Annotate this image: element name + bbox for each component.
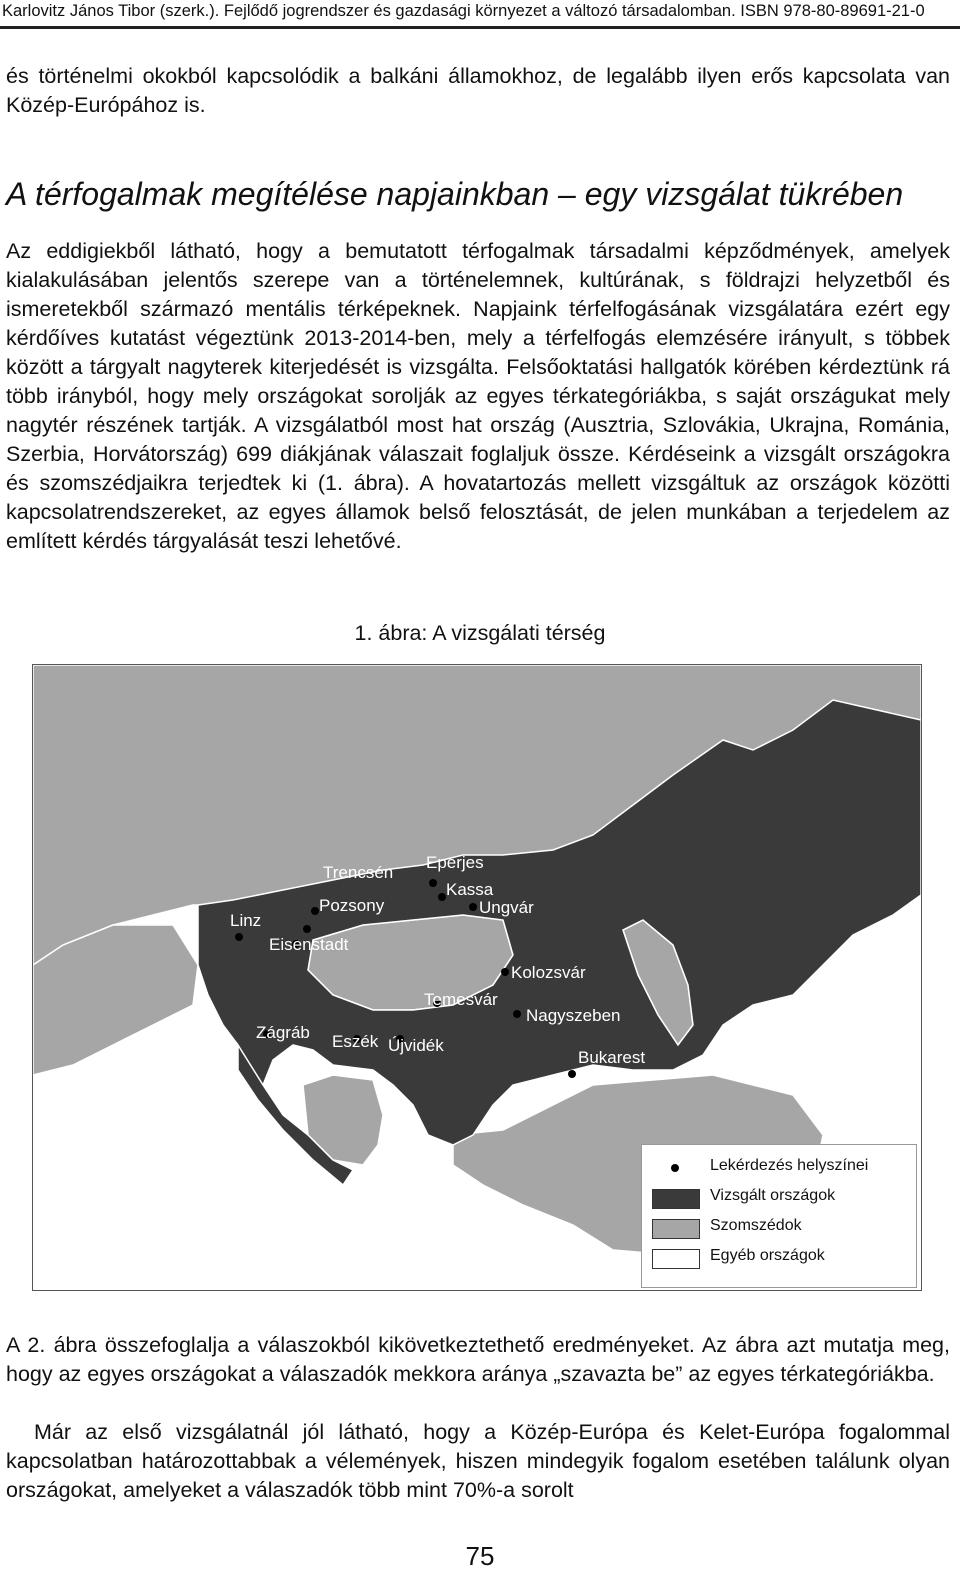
legend-label-survey-sites: Lekérdezés helyszínei xyxy=(710,1157,869,1174)
section-heading: A térfogalmak megítélése napjainkban – egy vizsgálat tükrében xyxy=(6,176,904,212)
legend-label-other: Egyéb országok xyxy=(710,1247,825,1264)
city-label-ujvidek: Újvidék xyxy=(388,1036,444,1055)
legend-label-studied: Vizsgált országok xyxy=(710,1187,836,1204)
paragraph-after-figure-1: A 2. ábra összefoglalja a válaszokból kikövetkeztethető eredményeket. Az ábra azt mutatja meg, hogy az egyes országokat a válaszadók mekkora aránya „szavazta be” az egyes térkategóriákba. xyxy=(6,1333,950,1386)
figure-caption: 1. ábra: A vizsgálati térség xyxy=(354,621,606,645)
legend-row-other xyxy=(652,1245,912,1271)
city-label-ungvar: Ungvár xyxy=(479,898,534,917)
intro-paragraph: és történelmi okokból kapcsolódik a balkáni államokhoz, de legalább ilyen erős kapcsolata van Közép-Európához is. xyxy=(6,64,950,117)
city-label-eperjes: Eperjes xyxy=(426,853,484,872)
city-dot-bukarest xyxy=(568,1070,576,1078)
legend-row-neighbors xyxy=(652,1215,912,1241)
legend-swatch-neighbors xyxy=(652,1219,700,1239)
city-dot-nagyszeben xyxy=(513,1010,521,1018)
legend-row-survey-sites xyxy=(652,1155,912,1181)
legend-label-neighbors: Szomszédok xyxy=(710,1217,802,1234)
legend-dot-icon xyxy=(671,1164,679,1172)
city-dot-trencsen xyxy=(311,907,319,915)
running-header xyxy=(0,0,960,29)
legend-swatch-studied xyxy=(652,1189,700,1209)
city-label-trencsen: Trencsén xyxy=(323,863,394,882)
paragraph-after-figure-2: Már az első vizsgálatnál jól látható, hogy a Közép-Európa és Kelet-Európa fogalommal kapcsolatban határozottabbak a vélemények, hiszen mindegyik fogalom esetében találunk olyan országokat, amelyeket a válaszadók több mint 70%-a sorolt xyxy=(6,1420,950,1502)
city-label-temesvar: Temesvár xyxy=(424,990,498,1009)
legend-row-studied xyxy=(652,1185,912,1211)
city-dot-eperjes xyxy=(429,879,437,887)
city-dot-pozsony xyxy=(303,925,311,933)
city-label-kassa: Kassa xyxy=(446,880,494,899)
city-dot-linz xyxy=(235,933,243,941)
city-label-linz: Linz xyxy=(230,911,262,930)
city-label-nagyszeben: Nagyszeben xyxy=(526,1006,621,1025)
city-dot-kassa xyxy=(438,893,446,901)
city-label-eisenstadt: Eisenstadt xyxy=(269,935,349,954)
city-label-zagrab: Zágráb xyxy=(256,1023,310,1042)
city-label-bukarest: Bukarest xyxy=(578,1048,646,1067)
city-label-kolozsvar: Kolozsvár xyxy=(511,963,586,982)
city-dot-ungvar xyxy=(469,903,477,911)
main-paragraph: Az eddigiekből látható, hogy a bemutatott térfogalmak társadalmi képződmények, amelyek kialakulásában jelentős szerepe van a történelemnek, kultúrának, s földrajzi helyzetből és ismeretekből származó mentális térképeknek. Napjaink térfelfogásának vizsgálatára ezért egy kérdőíves kutatást végeztünk 2013-2014-ben, mely a térfelfogás elemzésére irányult, s többek között a tárgyalt nagyterek kiterjedését is vizsgálta. Felsőoktatási hallgatók körében kérdeztünk rá több irányból, hogy mely országokat sorolják az egyes térkategóriákba, s saját országukat mely nagytér részének tartják. A vizsgálatból most hat ország (Ausztria, Szlovákia, Ukrajna, Románia, Szerbia, Horvátország) 699 diákjának válaszait foglaljuk össze. Kérdéseink a vizsgált országokra és szomszédjaikra terjedtek ki (1. ábra). A hovatartozás mellett vizsgáltuk az országok közötti kapcsolatrendszereket, az egyes államok belső felosztását, de jelen munkában a terjedelem az említett kérdés tárgyalását teszi lehetővé. xyxy=(6,239,950,553)
study-area-map xyxy=(32,664,922,1291)
map-legend xyxy=(641,1144,917,1288)
city-label-pozsony: Pozsony xyxy=(319,896,385,915)
legend-swatch-other xyxy=(652,1249,700,1269)
city-dot-kolozsvar xyxy=(501,968,509,976)
citation-line: Karlovitz János Tibor (szerk.). Fejlődő jogrendszer és gazdasági környezet a változó társadalomban. ISBN 978-80-89691-21-0 xyxy=(2,2,925,20)
page-number: 75 xyxy=(465,1541,495,1571)
city-label-eszek: Eszék xyxy=(332,1032,379,1051)
